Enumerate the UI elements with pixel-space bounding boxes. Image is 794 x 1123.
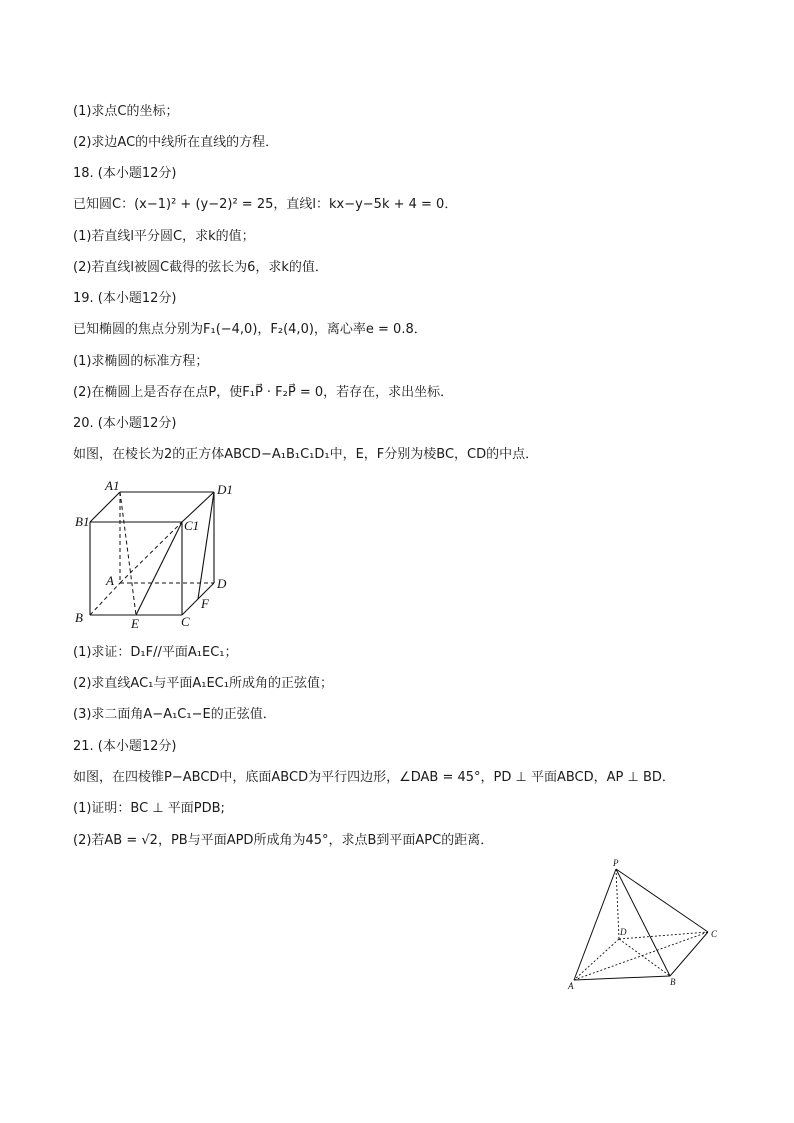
- q20-part2: (2)求直线AC₁与平面A₁EC₁所成角的正弦值；: [73, 676, 333, 691]
- q20-part3: (3)求二面角A−A₁C₁−E的正弦值．: [73, 707, 276, 722]
- q20-header: 20. (本小题12分): [73, 416, 177, 431]
- label-C: C: [711, 929, 718, 939]
- label-D1: D1: [217, 482, 233, 497]
- q18-part1: (1)若直线l平分圆C，求k的值；: [73, 229, 255, 244]
- label-C: C: [181, 614, 190, 629]
- label-C1: C1: [184, 518, 200, 533]
- q17-part2: (2)求边AC的中线所在直线的方程．: [73, 135, 279, 150]
- q19-part2: (2)在椭圆上是否存在点P，使F₁P⃗ · F₂P⃗ = 0，若存在，求出坐标．: [73, 385, 454, 400]
- label-A: A: [568, 981, 574, 991]
- label-P: P: [613, 858, 619, 868]
- q20-part1: (1)求证：D₁F//平面A₁EC₁；: [73, 645, 238, 660]
- label-B: B: [75, 610, 83, 625]
- label-E: E: [131, 616, 139, 631]
- label-D: D: [217, 576, 227, 591]
- q18-header: 18. (本小题12分): [73, 166, 177, 181]
- q21-statement: 如图，在四棱锥P−ABCD中，底面ABCD为平行四边形，∠DAB = 45°，PD ⊥ 平面ABCD，AP ⊥ BD．: [73, 770, 675, 785]
- q19-header: 19. (本小题12分): [73, 291, 177, 306]
- label-F: F: [201, 596, 209, 611]
- q21-part2: (2)若AB = √2，PB与平面APD所成角为45°，求点B到平面APC的距离．: [73, 833, 494, 848]
- q20-statement: 如图，在棱长为2的正方体ABCD−A₁B₁C₁D₁中，E，F分别为棱BC，CD的中点．: [73, 447, 539, 462]
- q19-part1: (1)求椭圆的标准方程；: [73, 354, 209, 369]
- q19-statement: 已知椭圆的焦点分别为F₁(−4,0)，F₂(4,0)，离心率e = 0.8．: [73, 322, 427, 337]
- label-B1: B1: [75, 514, 90, 529]
- q17-part1: (1)求点C的坐标；: [73, 104, 179, 119]
- label-A: A: [106, 573, 114, 588]
- label-B: B: [670, 977, 676, 987]
- label-D: D: [620, 927, 627, 937]
- q18-part2: (2)若直线l被圆C截得的弦长为6，求k的值．: [73, 260, 328, 275]
- q21-part1: (1)证明：BC ⊥ 平面PDB;: [73, 801, 225, 816]
- q18-statement: 已知圆C：(x−1)² + (y−2)² = 25，直线l：kx−y−5k + 4 = 0．: [73, 197, 458, 212]
- label-A1: A1: [105, 478, 120, 493]
- q21-header: 21. (本小题12分): [73, 739, 177, 754]
